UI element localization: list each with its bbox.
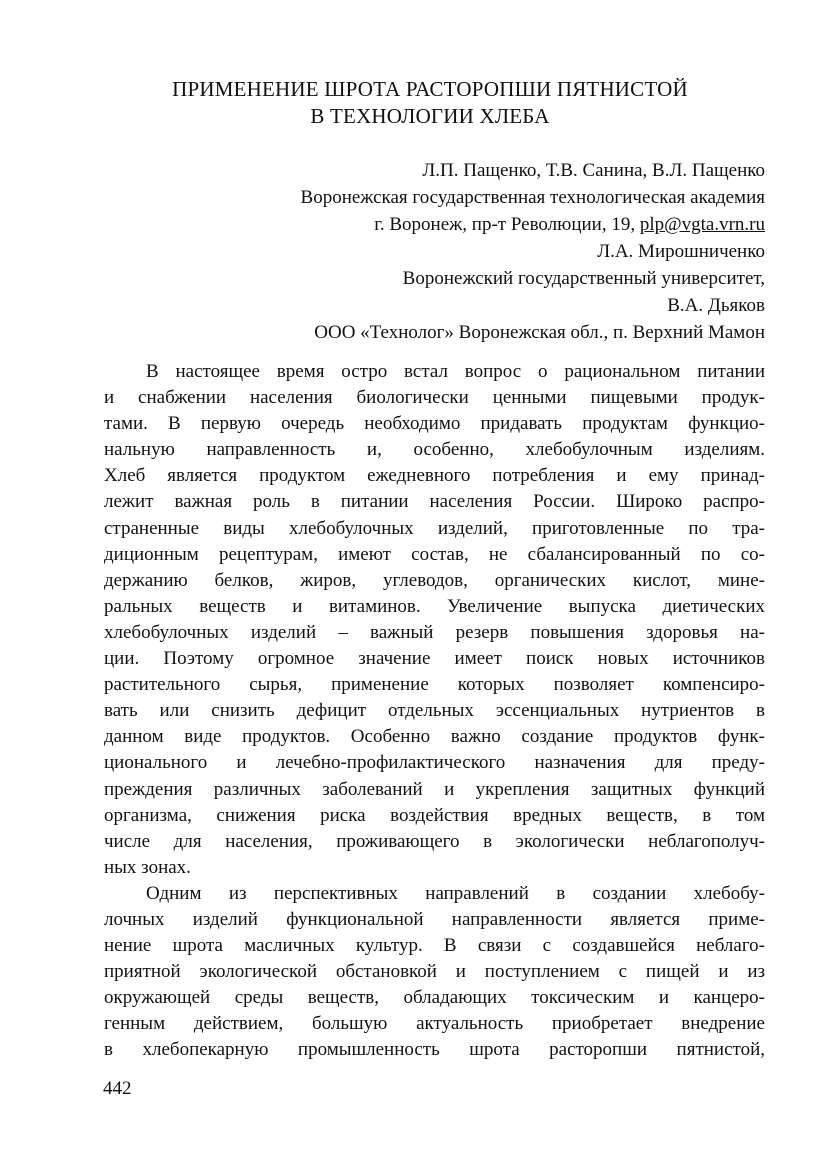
text-line: окружающей среды веществ, обладающих токсическим и канцеро-	[104, 987, 765, 1009]
text-line: Хлеб является продуктом ежедневного потребления и ему принад-	[104, 465, 765, 487]
text-line: организма, снижения риска воздействия вредных веществ, в том	[104, 804, 765, 826]
text-line: ции. Поэтому огромное значение имеет поиск новых источников	[104, 648, 765, 670]
text-line: лочных изделий функциональной направленности является приме-	[104, 908, 765, 930]
paragraph-1	[104, 359, 765, 881]
author-names-3: В.А. Дьяков	[667, 295, 765, 316]
text-line: В настоящее время остро встал вопрос о рациональном питании	[146, 361, 765, 382]
text-line: страненные виды хлебобулочных изделий, приготовленные по тра-	[104, 517, 765, 539]
text-line: приятной экологической обстановкой и поступлением с пищей и из	[104, 961, 765, 983]
author-names-2: Л.А. Мирошниченко	[597, 241, 765, 262]
text-line: данном виде продуктов. Особенно важно создание продуктов функ-	[104, 726, 765, 748]
text-line: нальную направленность и, особенно, хлебобулочным изделиям.	[104, 439, 765, 461]
text-line: вать или снизить дефицит отдельных эссенциальных нутриентов в	[104, 700, 765, 722]
text-line: диционным рецептурам, имеют состав, не сбалансированный по со-	[104, 543, 765, 565]
page-number: 442	[103, 1078, 132, 1099]
text-line: держанию белков, жиров, углеводов, органических кислот, мине-	[104, 569, 765, 591]
text-line: хлебобулочных изделий – важный резерв повышения здоровья на-	[104, 621, 765, 643]
text-line: преждения различных заболеваний и укрепления защитных функций	[104, 778, 765, 800]
author-names-1: Л.П. Пащенко, Т.В. Санина, В.Л. Пащенко	[422, 160, 765, 181]
title-line-1: ПРИМЕНЕНИЕ ШРОТА РАСТОРОПШИ ПЯТНИСТОЙ	[172, 77, 688, 101]
address-text: г. Воронеж, пр-т Революции, 19,	[374, 214, 640, 235]
text-line: Одним из перспективных направлений в создании хлебобу-	[146, 882, 765, 904]
text-line: нение шрота масличных культур. В связи с создавшейся неблаго-	[104, 935, 765, 957]
affiliation-2: Воронежский государственный университет,	[402, 268, 765, 289]
text-line: ционального и лечебно-профилактического назначения для преду-	[104, 752, 765, 774]
email-link[interactable]: plp@vgta.vrn.ru	[639, 214, 765, 235]
text-line: числе для населения, проживающего в экологически неблагополуч-	[104, 830, 765, 852]
text-line: в хлебопекарную промышленность шрота расторопши пятнистой,	[104, 1039, 765, 1061]
text-line: растительного сырья, применение которых позволяет компенсиро-	[104, 674, 765, 696]
text-line: генным действием, большую актуальность приобретает внедрение	[104, 1013, 765, 1035]
text-line: ральных веществ и витаминов. Увеличение выпуска диетических	[104, 595, 765, 617]
text-line: ных зонах.	[104, 856, 191, 878]
author-block	[145, 157, 765, 346]
paragraph-2	[104, 881, 765, 1064]
text-line: и снабжении населения биологически ценными пищевыми продук-	[104, 387, 765, 409]
affiliation-3: ООО «Технолог» Воронежская обл., п. Верхний Мамон	[314, 322, 765, 343]
text-line: лежит важная роль в питании населения России. Широко распро-	[104, 491, 765, 513]
affiliation-1: Воронежская государственная технологическая академия	[300, 187, 765, 208]
article-title	[100, 76, 760, 130]
article-body	[104, 359, 765, 1064]
text-line: тами. В первую очередь необходимо придавать продуктам функцио-	[104, 413, 765, 435]
address-line	[145, 211, 765, 238]
title-line-2: В ТЕХНОЛОГИИ ХЛЕБА	[310, 104, 550, 128]
